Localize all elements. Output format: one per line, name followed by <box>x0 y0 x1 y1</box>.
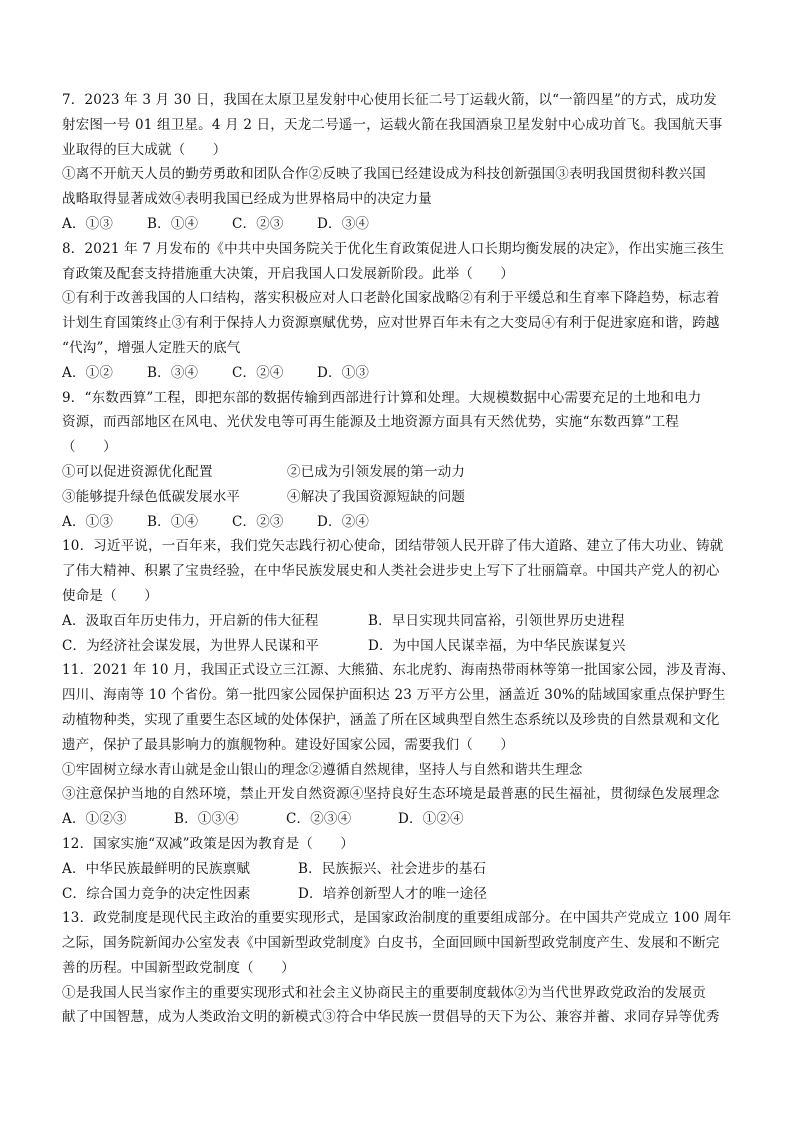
question-stem-line: 四川、海南等 10 个省份。第一批四家公园保护面积达 23 万平方公里，涵盖近 30%的陆域国家重点保护野生 <box>62 687 726 704</box>
statement-line: 献了中国智慧，成为人类政治文明的新模式③符合中华民族一贯倡导的天下为公、兼容并蓄、求同存异等优秀 <box>62 1009 720 1026</box>
question-stem-line: 7．2023 年 3 月 30 日，我国在太原卫星发射中心使用长征二号丁运载火箭，以“一箭四星”的方式，成功发 <box>62 92 717 108</box>
question-11 <box>62 658 742 832</box>
question-stem-line: 善的历程。中国新型政党制度（ ） <box>62 959 295 976</box>
question-stem-line: （ ） <box>62 439 117 456</box>
question-8 <box>62 237 742 386</box>
question-stem-line: 动植物种类，实现了重要生态区域的处体保护，涵盖了所在区域典型自然生态系统以及珍贵的自然景观和文化 <box>62 711 720 728</box>
option-b: B．①④ <box>147 215 199 232</box>
statement-3: ③能够提升绿色低碳发展水平 <box>62 488 241 505</box>
statement-line: 计划生育国策终止③有利于保持人力资源禀赋优势，应对世界百年未有之大变局④有利于促进家庭和谐，跨越 <box>62 315 720 332</box>
answer-options-row <box>62 882 742 907</box>
option-b: B．①③④ <box>174 811 239 828</box>
answer-options-row <box>62 609 742 634</box>
option-d: D．为中国人民谋幸福，为中华民族谋复兴 <box>368 637 626 654</box>
statement-row <box>62 460 742 485</box>
option-d: D．①③ <box>317 364 370 381</box>
option-c: C．②③④ <box>286 811 352 828</box>
statement-line: ①有利于改善我国的人口结构，落实积极应对人口老龄化国家战略②有利于平缓总和生育率下降趋势，标志着 <box>62 290 720 307</box>
question-stem-line: 遗产，保护了最具影响力的旗舰物种。建设好国家公园，需要我们（ ） <box>62 736 515 753</box>
option-c: C．综合国力竞争的决定性因素 <box>62 885 251 902</box>
option-d: D．培养创新型人才的唯一途径 <box>298 885 488 902</box>
option-d: D．②④ <box>317 513 370 530</box>
question-stem-line: 之际，国务院新闻办公室发表《中国新型政党制度》白皮书，全面回顾中国新型政党制度产生、发展和不断完 <box>62 935 720 952</box>
option-a: A．①② <box>62 364 114 381</box>
option-c: C．②④ <box>232 364 284 381</box>
question-stem-line: 9．“东数西算”工程，即把东部的数据传输到西部进行计算和处理。大规模数据中心需要充足的土地和电力 <box>62 389 702 406</box>
option-a: A．①③ <box>62 513 114 530</box>
question-stem-line: 使命是（ ） <box>62 587 158 604</box>
question-stem-line: 11．2021 年 10 月，我国正式设立三江源、大熊猫、东北虎豹、海南热带雨林等第一批国家公园，涉及青海、 <box>62 662 735 679</box>
question-stem-line: 了伟大精神、积累了宝贵经验，在中华民族发展史和人类社会进步史上写下了壮丽篇章。中国共产党人的初心 <box>62 563 720 580</box>
answer-options <box>62 212 742 237</box>
question-stem-line: 资源，而西部地区在风电、光伏发电等可再生能源及土地资源方面具有天然优势，实施“东数西算”工程 <box>62 414 680 431</box>
question-stem-line: 业取得的巨大成就（ ） <box>62 141 227 158</box>
option-a: A．①②③ <box>62 811 127 828</box>
statement-line: ③注意保护当地的自然环境，禁止开发自然资源④坚持良好生态环境是最普惠的民生福祉，贯彻绿色发展理念 <box>62 786 720 803</box>
answer-options <box>62 807 742 832</box>
question-10 <box>62 534 742 658</box>
option-b: B．①④ <box>147 513 199 530</box>
question-stem-line: 射宏图一号 01 组卫星。4 月 2 日，天龙二号遥一，运载火箭在我国酒泉卫星发射中心成功首飞。我国航天事 <box>62 116 723 133</box>
question-stem-line: 育政策及配套支持措施重大决策，开启我国人口发展新阶段。此举（ ） <box>62 265 515 282</box>
statement-line: 战略取得显著成效④表明我国已经成为世界格局中的决定力量 <box>62 191 432 208</box>
question-stem-line: 13．政党制度是现代民主政治的重要实现形式，是国家政治制度的重要组成部分。在中国共产党成立 100 周年 <box>62 910 732 927</box>
statement-line: ①牢固树立绿水青山就是金山银山的理念②遵循自然规律，坚持人与自然和谐共生理念 <box>62 761 583 778</box>
question-7 <box>62 88 742 237</box>
option-b: B．③④ <box>147 364 199 381</box>
question-stem-line: 8．2021 年 7 月发布的《中共中央国务院关于优化生育政策促进人口长期均衡发展的决定》，作出实施三孩生 <box>62 240 725 257</box>
option-b: B．民族振兴、社会进步的基石 <box>298 860 487 877</box>
answer-options-row <box>62 857 742 882</box>
option-c: C．②③ <box>232 215 284 232</box>
statement-4: ④解决了我国资源短缺的问题 <box>287 488 466 505</box>
option-c: C．为经济社会谋发展，为世界人民谋和平 <box>62 637 320 654</box>
question-stem-line: 10．习近平说，一百年来，我们党矢志践行初心使命，团结带领人民开辟了伟大道路、建立了伟大功业、铸就 <box>62 538 724 555</box>
question-13 <box>62 906 742 1030</box>
answer-options <box>62 510 742 535</box>
statement-line: “代沟”，增强人定胜天的底气 <box>62 339 241 356</box>
statement-row <box>62 485 742 510</box>
question-9 <box>62 386 742 535</box>
option-a: A．中华民族最鲜明的民族禀赋 <box>62 860 251 877</box>
question-stem-line: 12．国家实施“双减”政策是因为教育是（ ） <box>62 835 355 852</box>
option-c: C．②③ <box>232 513 284 530</box>
answer-options-row <box>62 634 742 659</box>
option-d: D．③④ <box>317 215 370 232</box>
statement-line: ①离不开航天人员的勤劳勇敢和团队合作②反映了我国已经建设成为科技创新强国③表明我国贯彻科教兴国 <box>62 166 706 183</box>
option-a: A．汲取百年历史伟力，开启新的伟大征程 <box>62 612 319 629</box>
option-b: B．早日实现共同富裕，引领世界历史进程 <box>368 612 625 629</box>
statement-line: ①是我国人民当家作主的重要实现形式和社会主义协商民主的重要制度载体②为当代世界政党政治的发展贡 <box>62 984 706 1001</box>
option-a: A．①③ <box>62 215 114 232</box>
question-12 <box>62 832 742 906</box>
answer-options <box>62 361 742 386</box>
question-list <box>62 88 742 1030</box>
statement-1: ①可以促进资源优化配置 <box>62 463 213 480</box>
statement-2: ②已成为引领发展的第一动力 <box>287 463 466 480</box>
option-d: D．①②④ <box>398 811 464 828</box>
